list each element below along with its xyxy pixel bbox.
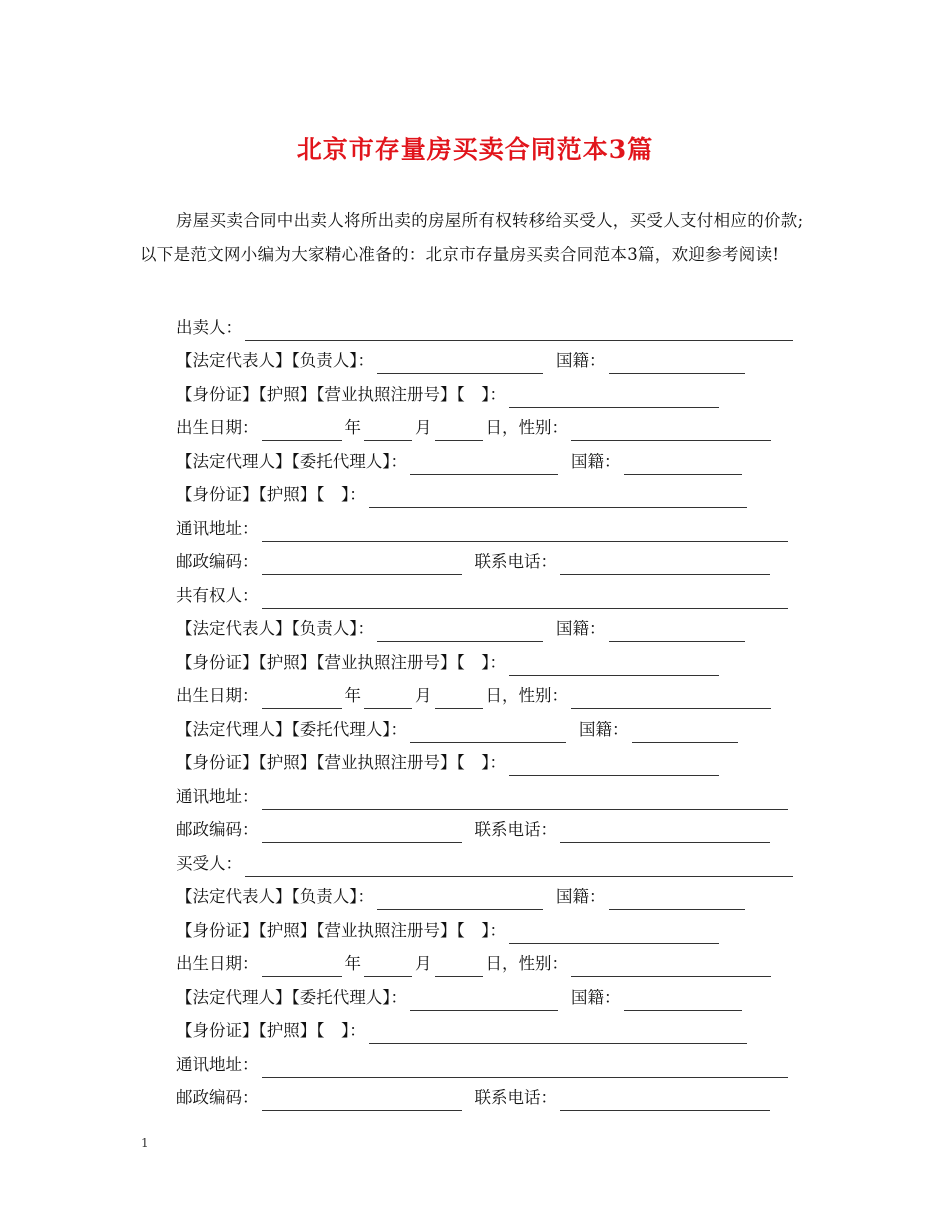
day-gender-label: 日，性别：	[485, 954, 568, 973]
buyer-blank[interactable]	[245, 855, 793, 877]
nationality-blank[interactable]	[624, 453, 742, 475]
seller-row	[176, 315, 796, 341]
nationality-blank[interactable]	[609, 352, 745, 374]
legal-rep-label: 【法定代表人】【负责人】：	[176, 351, 374, 370]
phone-blank[interactable]	[560, 1089, 770, 1111]
birth-day-blank[interactable]	[435, 687, 483, 709]
buyer-legal-rep-row	[176, 884, 748, 910]
phone-label: 联系电话：	[474, 1088, 557, 1107]
nationality-label: 国籍：	[556, 619, 606, 638]
id-blank[interactable]	[509, 386, 719, 408]
address-label: 通讯地址：	[176, 787, 259, 806]
legal-rep-blank[interactable]	[377, 352, 543, 374]
gender-blank[interactable]	[571, 955, 771, 977]
co-owner-agent-id-row	[176, 750, 722, 776]
id-label: 【身份证】【护照】【营业执照注册号】【 】：	[176, 921, 506, 940]
address-blank[interactable]	[262, 1056, 788, 1078]
buyer-agent-id-row	[176, 1018, 750, 1044]
phone-label: 联系电话：	[474, 552, 557, 571]
address-label: 通讯地址：	[176, 519, 259, 538]
co-owner-blank[interactable]	[262, 587, 788, 609]
birth-month-blank[interactable]	[364, 955, 412, 977]
address-label: 通讯地址：	[176, 1055, 259, 1074]
phone-blank[interactable]	[560, 553, 770, 575]
birth-day-blank[interactable]	[435, 419, 483, 441]
id-short-label: 【身份证】【护照】【 】：	[176, 485, 366, 504]
page-number: 1	[141, 1136, 149, 1150]
postcode-label: 邮政编码：	[176, 820, 259, 839]
buyer-address-row	[176, 1052, 791, 1078]
gender-blank[interactable]	[571, 687, 771, 709]
birth-year-blank[interactable]	[262, 419, 342, 441]
nationality-label: 国籍：	[556, 887, 606, 906]
birth-label: 出生日期：	[176, 418, 259, 437]
month-label: 月	[415, 954, 432, 973]
intro-paragraph: 房屋买卖合同中出卖人将所出卖的房屋所有权转移给买受人，买受人支付相应的价款;以下是范文网小编为大家精心准备的：北京市存量房买卖合同范本3篇，欢迎参考阅读!	[140, 211, 804, 264]
seller-contact-row	[176, 549, 773, 575]
buyer-birth-row	[176, 951, 774, 977]
id-label: 【身份证】【护照】【营业执照注册号】【 】：	[176, 653, 506, 672]
seller-legal-rep-row	[176, 348, 748, 374]
co-owner-label: 共有权人：	[176, 586, 259, 605]
postcode-label: 邮政编码：	[176, 552, 259, 571]
co-owner-agent-row	[176, 717, 741, 743]
nationality-blank[interactable]	[632, 721, 738, 743]
nationality-blank[interactable]	[609, 620, 745, 642]
document-title: 北京市存量房买卖合同范本3篇	[296, 135, 654, 164]
buyer-id-row	[176, 918, 722, 944]
seller-agent-row	[176, 449, 745, 475]
agent-blank[interactable]	[410, 453, 558, 475]
phone-label: 联系电话：	[474, 820, 557, 839]
phone-blank[interactable]	[560, 821, 770, 843]
year-label: 年	[344, 686, 361, 705]
seller-agent-id-row	[176, 482, 750, 508]
legal-rep-blank[interactable]	[377, 888, 543, 910]
year-label: 年	[344, 418, 361, 437]
legal-rep-blank[interactable]	[377, 620, 543, 642]
legal-rep-label: 【法定代表人】【负责人】：	[176, 619, 374, 638]
birth-year-blank[interactable]	[262, 687, 342, 709]
seller-address-row	[176, 516, 791, 542]
nationality-label: 国籍：	[571, 452, 621, 471]
postcode-blank[interactable]	[262, 821, 462, 843]
id-short-blank[interactable]	[369, 1022, 747, 1044]
gender-blank[interactable]	[571, 419, 771, 441]
id-blank[interactable]	[509, 654, 719, 676]
month-label: 月	[415, 686, 432, 705]
seller-birth-row	[176, 415, 774, 441]
birth-day-blank[interactable]	[435, 955, 483, 977]
month-label: 月	[415, 418, 432, 437]
seller-blank[interactable]	[245, 319, 793, 341]
nationality-label: 国籍：	[571, 988, 621, 1007]
address-blank[interactable]	[262, 788, 788, 810]
id-blank[interactable]	[509, 754, 719, 776]
id-label: 【身份证】【护照】【营业执照注册号】【 】：	[176, 385, 506, 404]
postcode-blank[interactable]	[262, 553, 462, 575]
co-owner-address-row	[176, 784, 791, 810]
year-label: 年	[344, 954, 361, 973]
buyer-label: 买受人：	[176, 854, 242, 873]
agent-label: 【法定代理人】【委托代理人】：	[176, 720, 407, 739]
birth-month-blank[interactable]	[364, 687, 412, 709]
nationality-blank[interactable]	[609, 888, 745, 910]
id-short-blank[interactable]	[369, 486, 747, 508]
agent-label: 【法定代理人】【委托代理人】：	[176, 452, 407, 471]
co-owner-row	[176, 583, 791, 609]
legal-rep-label: 【法定代表人】【负责人】：	[176, 887, 374, 906]
birth-label: 出生日期：	[176, 686, 259, 705]
seller-label: 出卖人：	[176, 318, 242, 337]
co-owner-legal-rep-row	[176, 616, 748, 642]
id-label: 【身份证】【护照】【营业执照注册号】【 】：	[176, 753, 506, 772]
birth-year-blank[interactable]	[262, 955, 342, 977]
birth-label: 出生日期：	[176, 954, 259, 973]
co-owner-id-row	[176, 650, 722, 676]
nationality-label: 国籍：	[579, 720, 629, 739]
co-owner-birth-row	[176, 683, 774, 709]
id-short-label: 【身份证】【护照】【 】：	[176, 1021, 366, 1040]
agent-label: 【法定代理人】【委托代理人】：	[176, 988, 407, 1007]
seller-id-row	[176, 382, 722, 408]
co-owner-contact-row	[176, 817, 773, 843]
buyer-row	[176, 851, 796, 877]
day-gender-label: 日，性别：	[485, 686, 568, 705]
buyer-agent-row	[176, 985, 745, 1011]
agent-blank[interactable]	[410, 989, 558, 1011]
buyer-contact-row	[176, 1085, 773, 1111]
birth-month-blank[interactable]	[364, 419, 412, 441]
id-blank[interactable]	[509, 922, 719, 944]
nationality-label: 国籍：	[556, 351, 606, 370]
address-blank[interactable]	[262, 520, 788, 542]
nationality-blank[interactable]	[624, 989, 742, 1011]
day-gender-label: 日，性别：	[485, 418, 568, 437]
postcode-label: 邮政编码：	[176, 1088, 259, 1107]
agent-blank[interactable]	[410, 721, 566, 743]
postcode-blank[interactable]	[262, 1089, 462, 1111]
